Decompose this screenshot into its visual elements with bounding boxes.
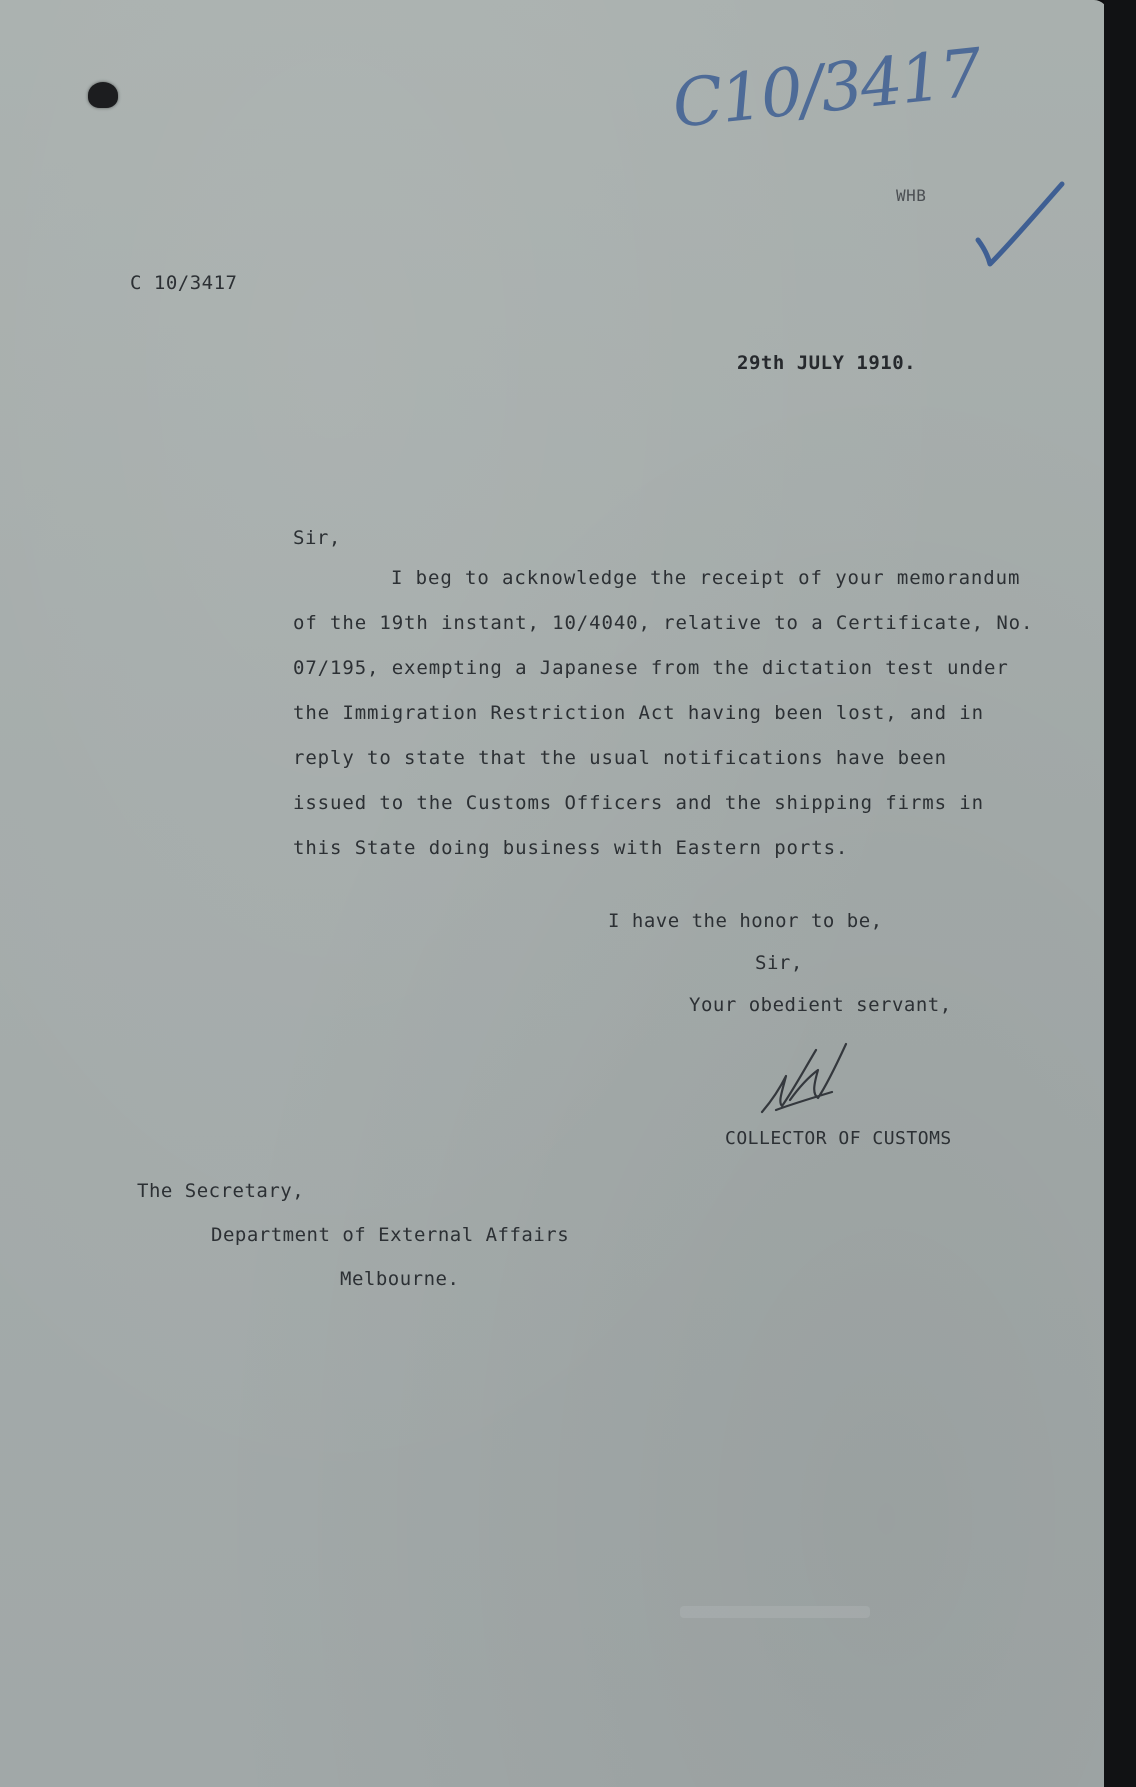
body-line: I beg to acknowledge the receipt of your memorandum — [391, 567, 1021, 589]
body-line: this State doing business with Eastern ports. — [293, 837, 849, 859]
handwritten-file-reference: C10/3417 — [668, 34, 984, 143]
salutation: Sir, — [293, 527, 341, 549]
check-mark-icon — [970, 178, 1070, 282]
file-number: C 10/3417 — [130, 272, 238, 294]
body-line: of the 19th instant, 10/4040, relative to a Certificate, No. — [293, 612, 1034, 634]
recipient-title: The Secretary, — [137, 1180, 305, 1202]
signatory-title: COLLECTOR OF CUSTOMS — [725, 1128, 952, 1149]
recipient-department: Department of External Affairs — [211, 1224, 570, 1246]
body-line: issued to the Customs Officers and the shipping firms in — [293, 792, 984, 814]
initials-annotation: WHB — [896, 186, 927, 205]
punch-hole — [88, 82, 118, 108]
signature-icon — [752, 1040, 862, 1124]
body-line: the Immigration Restriction Act having been lost, and in — [293, 702, 984, 724]
closing-line: I have the honor to be, — [608, 910, 883, 932]
closing-servant: Your obedient servant, — [689, 994, 952, 1016]
recipient-city: Melbourne. — [340, 1268, 460, 1290]
body-line: 07/195, exempting a Japanese from the dictation test under — [293, 657, 1009, 679]
scan-border — [1104, 0, 1136, 1787]
letter-date: 29th JULY 1910. — [737, 352, 917, 374]
closing-sir: Sir, — [755, 952, 803, 974]
body-line: reply to state that the usual notifications have been — [293, 747, 947, 769]
faint-stamp-mark — [680, 1600, 880, 1628]
